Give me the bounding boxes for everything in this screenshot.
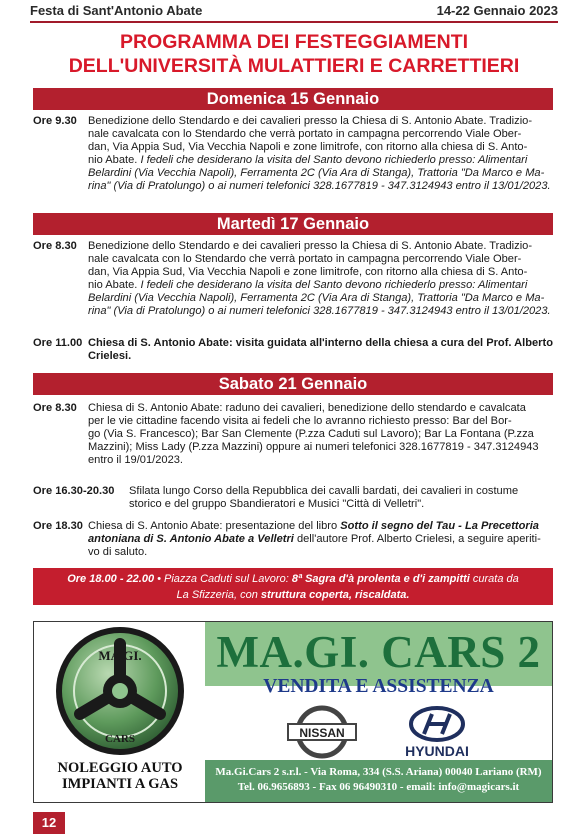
day-band-tuesday: Martedì 17 Gennaio [33,213,553,235]
nissan-logo-icon [286,704,358,760]
event-time: Ore 11.00 [33,337,83,349]
event-text [129,485,553,511]
sagra-highlight [33,568,553,605]
event-line: Chiesa di S. Antonio Abate: presentazione del libro Sotto il segno del Tau - La Precettoria [88,520,539,532]
day-band-saturday: Sabato 21 Gennaio [33,373,553,395]
page-number: 12 [33,812,65,834]
ad-phone-email: Tel. 06.9656893 - Fax 06 96490310 - email: info@magicars.it [237,781,520,793]
magicars-advertisement [33,621,553,803]
event-line-italic: Belardini (Via Vecchia Napoli), Ferramenta 2C (Via Ara di Stanga), Trattoria "Da Marco e Ma- [88,167,545,180]
header-left: Festa di Sant'Antonio Abate [30,3,203,18]
event-line: dan, Via Appia Sud, Via Vecchia Napoli e zone limitrofe, con ritorno alla chiesa di S. Anto- [88,266,528,279]
event-line-plain: nio Abate. [88,154,138,167]
running-header [30,0,558,23]
event-line: go (Via S. Francesco); Bar San Clemente (P.zza Caduti sul Lavoro); Bar La Fontana (P.zza [88,428,534,441]
header-right: 14-22 Gennaio 2023 [436,3,558,18]
event-text [88,115,553,194]
ad-tagline: VENDITA E ASSISTENZA [263,676,494,697]
title-line1: PROGRAMMA DEI FESTEGGIAMENTI [119,31,469,53]
ad-contact [205,760,552,802]
nissan-text: NISSAN [299,726,345,740]
event-text [88,520,553,559]
page-title [30,30,558,78]
event-time: Ore 9.30 [33,115,77,127]
event-line [88,154,553,167]
title-line2: DELL'UNIVERSITÀ MULATTIERI E CARRETTIERI [68,55,520,77]
ad-brand: MA.GI. CARS 2 [216,627,541,677]
event-line: vo di saluto. [88,546,148,559]
ad-service-rental: NOLEGGIO AUTO [57,760,183,776]
event-line-italic: rina" (Via di Pratolungo) o ai numeri telefonici 328.1677819 - 347.3124943 entro il 13/01/2023. [88,305,551,318]
highlight-line1: Ore 18.00 - 22.00 • Piazza Caduti sul Lavoro: 8ª Sagra d'à prolenta e d'i zampitti curata da [67,573,519,585]
event-line: Chiesa di S. Antonio Abate: raduno dei cavalieri, benedizione dello stendardo e cavalcata [88,402,526,414]
event-line: storico e del gruppo Sbandieratori e Musici "Città di Velletri". [129,498,425,511]
event-line-italic: I fedeli che desiderano la visita del Santo devono richiederlo presso: Alimentari [137,154,528,167]
event-line: nio Abate. I fedeli che desiderano la visita del Santo devono richiederlo presso: Alimentari [88,279,528,292]
logo-bottom-text: CARS [105,733,135,745]
event-text [88,402,553,467]
event-time: Ore 8.30 [33,240,77,252]
event-time: Ore 16.30-20.30 [33,485,115,497]
event-line-italic: Belardini (Via Vecchia Napoli), Ferramenta 2C (Via Ara di Stanga), Trattoria "Da Marco e Ma- [88,292,545,305]
event-line: Benedizione dello Stendardo e dei cavalieri presso la Chiesa di S. Antonio Abate. Tradizio- [88,240,533,252]
event-line: Crielesi. [88,350,132,363]
day-band-sunday: Domenica 15 Gennaio [33,88,553,110]
event-line: antoniana di S. Antonio Abate a Velletri dell'autore Prof. Alberto Crielesi, a seguire aperiti- [88,533,541,546]
event-line: dan, Via Appia Sud, Via Vecchia Napoli e zone limitrofe, con ritorno alla chiesa di S. Anto- [88,141,528,154]
hyundai-text: HYUNDAI [405,743,469,759]
event-time: Ore 8.30 [33,402,77,414]
ad-services [36,760,204,792]
ad-address: Ma.Gi.Cars 2 s.r.l. - Via Roma, 334 (S.S. Ariana) 00040 Lariano (RM) [215,766,542,778]
event-line: Benedizione dello Stendardo e dei cavalieri presso la Chiesa di S. Antonio Abate. Tradizio- [88,115,533,127]
event-line: per le vie cittadine facendo visita ai fedeli che lo avranno richiesto presso: Bar del Bor- [88,415,512,428]
event-line: Sfilata lungo Corso della Repubblica dei cavalli bardati, dei cavalieri in costume [129,485,519,497]
event-line: entro il 19/01/2023. [88,454,183,467]
hyundai-logo-icon [392,704,482,764]
magicars-logo-icon [54,624,186,758]
highlight-line2: La Sfizzeria, con struttura coperta, riscaldata. [176,589,410,601]
event-time: Ore 18.30 [33,520,83,532]
event-line: nale cavalcata con lo Stendardo che verrà portato in campagna percorrendo Viale Ober- [88,253,522,266]
ad-service-gas: IMPIANTI A GAS [61,776,179,792]
event-text [88,337,553,363]
event-line: Mazzini); Miss Lady (P.zza Mazzini) oppure ai numeri telefonici 328.1677819 - 347.3124943 [88,441,539,454]
event-line: nale cavalcata con lo Stendardo che verrà portato in campagna percorrendo Viale Ober- [88,128,522,141]
event-text [88,240,553,319]
event-line: Chiesa di S. Antonio Abate: visita guidata all'interno della chiesa a cura del Prof. Alberto [88,337,553,349]
event-line-italic: rina" (Via di Pratolungo) o ai numeri telefonici 328.1677819 - 347.3124943 entro il 13/01/2023. [88,180,551,193]
logo-top-text: MA.GI. [98,648,142,663]
